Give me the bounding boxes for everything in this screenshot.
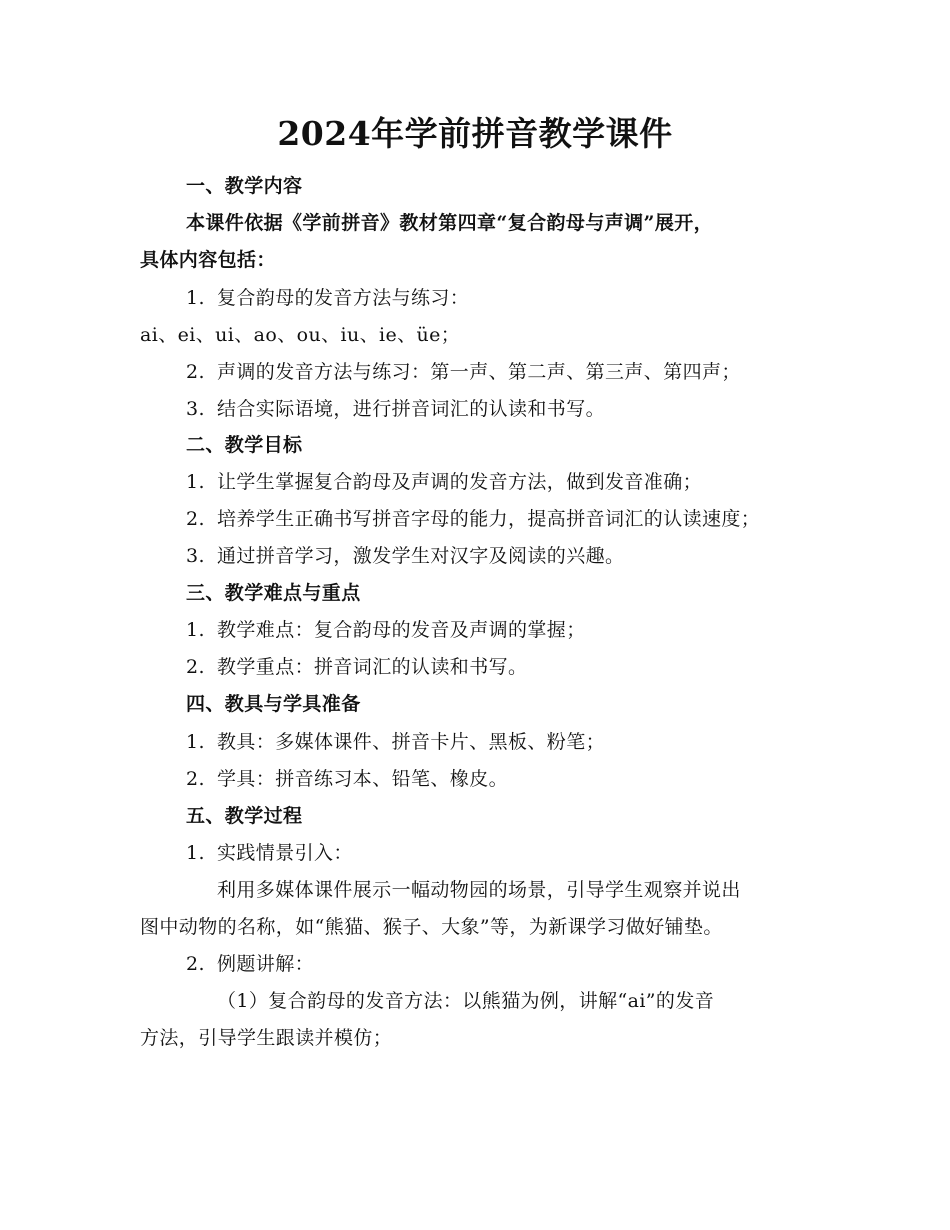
list-item (186, 840, 353, 866)
list-item (186, 729, 605, 755)
list-text: 培养学生正确书写拼音字母的能力，提高拼音词汇的认读速度； (217, 508, 761, 530)
section-heading-4: 四、教具与学具准备 (186, 693, 361, 715)
list-number: 2. (186, 768, 205, 790)
paragraph-line: 利用多媒体课件展示一幅动物园的场景，引导学生观察并说出 (217, 879, 741, 901)
section-heading-3: 三、教学难点与重点 (186, 582, 361, 604)
document-title: 2024年学前拼音教学课件 (277, 114, 673, 153)
list-text: 教具：多媒体课件、拼音卡片、黑板、粉笔； (217, 731, 606, 753)
list-item (186, 617, 586, 643)
list-item (186, 396, 605, 422)
paragraph-line: （1）复合韵母的发音方法：以熊猫为例，讲解“ai”的发音 (217, 990, 715, 1012)
list-text: 声调的发音方法与练习：第一声、第二声、第三声、第四声； (217, 361, 741, 383)
list-text: 结合实际语境，进行拼音词汇的认读和书写。 (217, 398, 606, 420)
list-number: 3. (186, 398, 205, 420)
intro-line-1: 本课件依据《学前拼音》教材第四章“复合韵母与声调”展开， (186, 212, 714, 234)
list-item (186, 469, 702, 495)
list-item (186, 951, 314, 977)
list-number: 1. (186, 842, 205, 864)
list-text: 教学难点：复合韵母的发音及声调的掌握； (217, 619, 586, 641)
list-item (186, 543, 624, 569)
intro-line-2: 具体内容包括： (140, 249, 276, 271)
list-item (186, 654, 527, 680)
section-heading-5: 五、教学过程 (186, 805, 303, 827)
list-text: 通过拼音学习，激发学生对汉字及阅读的兴趣。 (217, 545, 625, 567)
list-item (186, 766, 508, 792)
list-number: 1. (186, 619, 205, 641)
list-text: 学具：拼音练习本、铅笔、橡皮。 (217, 768, 509, 790)
paragraph-line: 图中动物的名称，如“熊猫、猴子、大象”等，为新课学习做好铺垫。 (140, 916, 723, 938)
paragraph-line: 方法，引导学生跟读并模仿； (140, 1027, 393, 1049)
list-number: 2. (186, 953, 205, 975)
list-number: 1. (186, 471, 205, 493)
list-number: 3. (186, 545, 205, 567)
list-text: 教学重点：拼音词汇的认读和书写。 (217, 656, 528, 678)
list-text: 让学生掌握复合韵母及声调的发音方法，做到发音准确； (217, 471, 703, 493)
section-heading-2: 二、教学目标 (186, 434, 303, 456)
section-heading-1: 一、教学内容 (186, 175, 303, 197)
list-number: 2. (186, 361, 205, 383)
list-item (186, 506, 760, 532)
list-text: 复合韵母的发音方法与练习： (217, 287, 470, 309)
list-number: 2. (186, 508, 205, 530)
list-text: 实践情景引入： (217, 842, 353, 864)
list-item-continuation: ai、ei、ui、ao、ou、iu、ie、üe； (140, 324, 461, 346)
list-item (186, 359, 741, 385)
list-number: 2. (186, 656, 205, 678)
list-text: 例题讲解： (217, 953, 315, 975)
list-item (186, 285, 469, 311)
list-number: 1. (186, 731, 205, 753)
list-number: 1. (186, 287, 205, 309)
